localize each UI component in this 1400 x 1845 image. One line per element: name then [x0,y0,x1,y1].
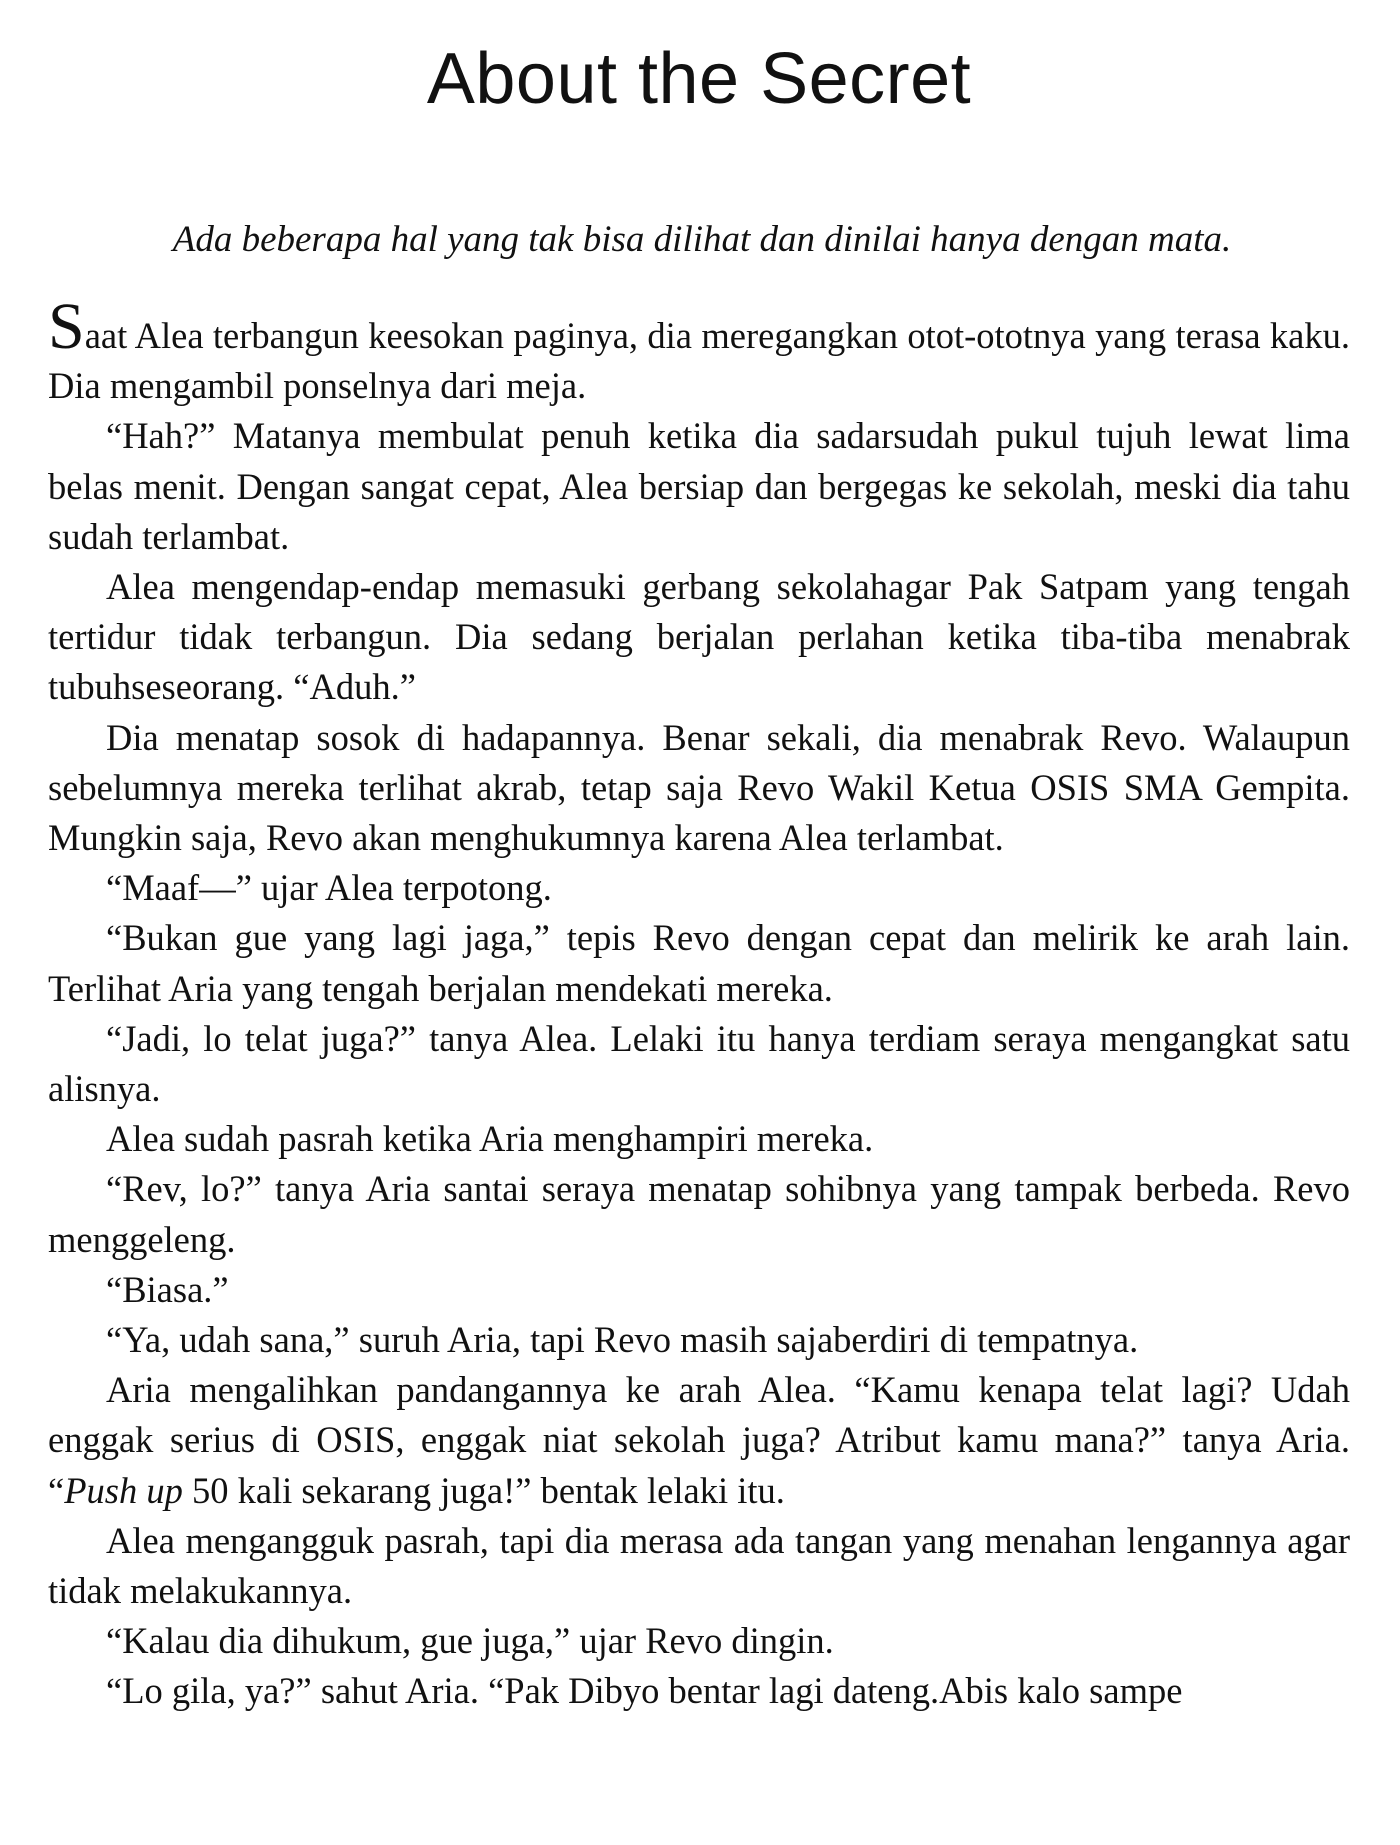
paragraph-14: “Kalau dia dihukum, gue juga,” ujar Revo dingin. [106,1620,834,1662]
paragraph-11: “Ya, udah sana,” suruh Aria, tapi Revo masih sajaberdiri di tempatnya. [106,1319,1139,1361]
paragraph-text-emphasis: Push up [64,1469,183,1511]
paragraph-12 [48,1365,1350,1516]
paragraph-5: “Maaf—” ujar Alea terpotong. [106,867,552,909]
paragraph-8: Alea sudah pasrah ketika Aria menghampiri mereka. [106,1118,874,1160]
paragraph-10: “Biasa.” [106,1268,229,1310]
chapter-title: About the Secret [426,39,972,119]
paragraph-7: “Jadi, lo telat juga?” tanya Alea. Lelaki itu hanya terdiam seraya mengangkat satu alisnya. [48,1017,1350,1110]
paragraph-13: Alea mengangguk pasrah, tapi dia merasa ada tangan yang menahan lengannya agar tidak melakukannya. [48,1519,1350,1612]
paragraph-4: Dia menatap sosok di hadapannya. Benar sekali, dia menabrak Revo. Walaupun sebelumnya mereka terlihat akrab, tetap saja Revo Wakil Ketua OSIS SMA Gempita. Mungkin saja, Revo akan menghukumnya karena Alea terlambat. [48,716,1350,859]
chapter-epigraph: Ada beberapa hal yang tak bisa dilihat dan dinilai hanya dengan mata. [172,219,1232,260]
paragraph-9: “Rev, lo?” tanya Aria santai seraya menatap sohibnya yang tampak berbeda. Revo menggeleng. [48,1168,1350,1260]
paragraph-3: Alea mengendap-endap memasuki gerbang sekolahagar Pak Satpam yang tengah tertidur tidak terbangun. Dia sedang berjalan perlahan ketika tiba-tiba menabrak tubuhseseorang. “Aduh.” [48,566,1350,708]
chapter-body [48,290,1350,1717]
book-page [48,0,1350,1717]
paragraph-text-post: 50 kali sekarang juga!” bentak lelaki itu. [182,1469,785,1511]
paragraph-2: “Hah?” Matanya membulat penuh ketika dia sadarsudah pukul tujuh lewat lima belas menit. Dengan sangat cepat, Alea bersiap dan bergegas ke sekolah, meski dia tahu sudah terlambat. [48,415,1350,557]
paragraph-6: “Bukan gue yang lagi jaga,” tepis Revo dengan cepat dan melirik ke arah lain. Terlihat Aria yang tengah berjalan mendekati mereka. [48,917,1350,1009]
paragraph-text-pre: Aria mengalihkan pandangannya ke arah Alea. “Kamu kenapa telat lagi? Udah enggak serius di OSIS, enggak niat sekolah juga? Atribut kamu mana?” tanya Aria. “ [48,1369,1350,1511]
paragraph-1 [48,290,1350,411]
paragraph-15: “Lo gila, ya?” sahut Aria. “Pak Dibyo bentar lagi dateng.Abis kalo sampe [106,1670,1183,1712]
paragraph-text: aat Alea terbangun keesokan paginya, dia meregangkan otot-ototnya yang terasa kaku. Dia mengambil ponselnya dari meja. [48,315,1350,407]
drop-cap: S [48,290,85,363]
